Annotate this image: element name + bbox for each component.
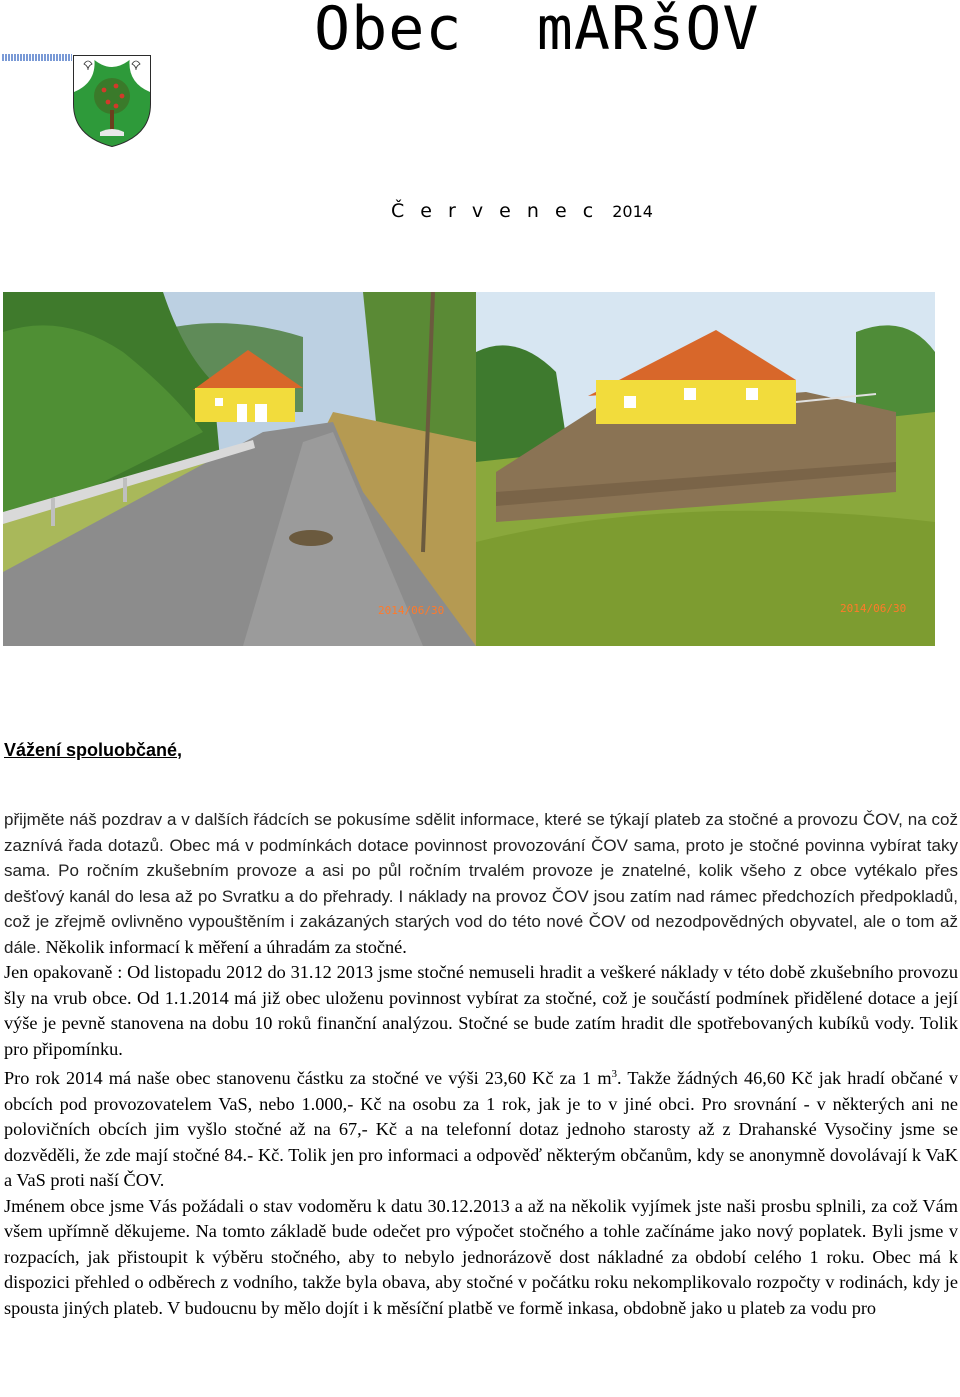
paragraph-intro <box>4 807 958 960</box>
coat-of-arms-icon <box>70 52 154 148</box>
photo-wwtp-building <box>476 292 935 646</box>
price-superscript: 3 <box>611 1068 618 1080</box>
intro-text-a: přijměte náš pozdrav a v dalších řádcích se pokusíme sdělit informace, které se týkají plateb za stočné a provozu ČOV, na což zaznívá řada dotazů. Obec má v podmínkách dotace povinnost provozování ČOV sama, proto je stočné povinna vybírat taky sama. <box>4 810 958 880</box>
paragraph-water-meter: Jménem obce jsme Vás požádali o stav vodoměru k datu 30.12.2013 a až na několik vyjímek jste naši prosbu splnili, za což Vám všem upřímně děkujeme. Na tomto základě bude odečet pro výpočet stočného a tohle začínáme jako nový poplatek. Byli jsme v rozpacích, jak přistoupit k výběru stočného, aby to nebylo jednorázově dost nákladné za období celého 1 roku. Obec má k dispozici přehled o odběrech z vodního, takže byla obava, aby stočné v počátku roku nekomplikovalo rozpočty v rodinách, kdy je spousta jiných plateb. V budoucnu by mělo dojít i k měsíční platbě ve formě inkasa, obdobně jako u plateb za vodu pro <box>4 1195 958 1318</box>
price-text-a: Pro rok 2014 má naše obec stanovenu částku za stočné ve výši 23,60 Kč za 1 m <box>4 1068 612 1089</box>
photo-date-stamp-left: 2014/06/30 <box>378 604 445 617</box>
photo-road-to-wwtp <box>3 292 476 646</box>
top-decorative-line <box>2 54 72 61</box>
letter-body <box>4 807 958 1321</box>
intro-text-c: I náklady na provoz ČOV jsou zatím nad rámec předchozích předpokladů, což je zřejmě ovlivněno vypouštěním i zakázaných starých vod do této nové ČOV od nezodpovědných obyvatel, ale o tom až dále. <box>4 886 958 957</box>
issue-month: Č e r v e n e c <box>391 200 599 222</box>
price-text-b: . Takže žádných 46,60 Kč jak hradí občané v obcích pod provozovatelem VaS, nebo 1.000,- Kč na osobu za 1 rok, jak je to v jiné obci. Pro srovnání - v některých ani ne polovičních obcích jim vyšlo stočné až na 67,- Kč a na telefonní dotaz jednoho starosty až z Drahanské Vysočiny jsme se dozvěděli, že zde mají stočné 84.- Kč. Tolik jen pro informaci a odpověď některým občanům, kdy se anonymně dovolávají k VaK a VaS proti naší ČOV. <box>4 1068 958 1191</box>
paragraph-price <box>4 1062 958 1194</box>
page-title: Obec mARšOV <box>314 0 760 64</box>
greeting-heading: Vážení spoluobčané, <box>4 740 183 760</box>
intro-text-d: Několik informací k měření a úhradám za stočné. <box>40 936 407 957</box>
issue-year: 2014 <box>612 202 653 221</box>
intro-text-b: Po ročním zkušebním provoze a asi po půl ročním trvalém provoze je znatelné, kolik všeho z obce vytékalo přes dešťový kanál do lesa až po Svratku a do přehrady. <box>4 861 958 906</box>
issue-date <box>391 200 653 222</box>
paragraph-reminder: Jen opakovaně : Od listopadu 2012 do 31.12 2013 jsme stočné nemuseli hradit a veškeré náklady v této době zkušebního provozu šly na vrub obce. Od 1.1.2014 má již obec uloženu povinnost vybírat za stočné, což je součástí podmínek přidělené dotace a její výše je pevně stanovena na dobu 10 roků finanční analýzou. Stočné se bude zatím hradit dle spotřebovaných kubíků vody. Tolik pro připomínku. <box>4 962 958 1059</box>
photo-date-stamp-right: 2014/06/30 <box>840 602 907 615</box>
